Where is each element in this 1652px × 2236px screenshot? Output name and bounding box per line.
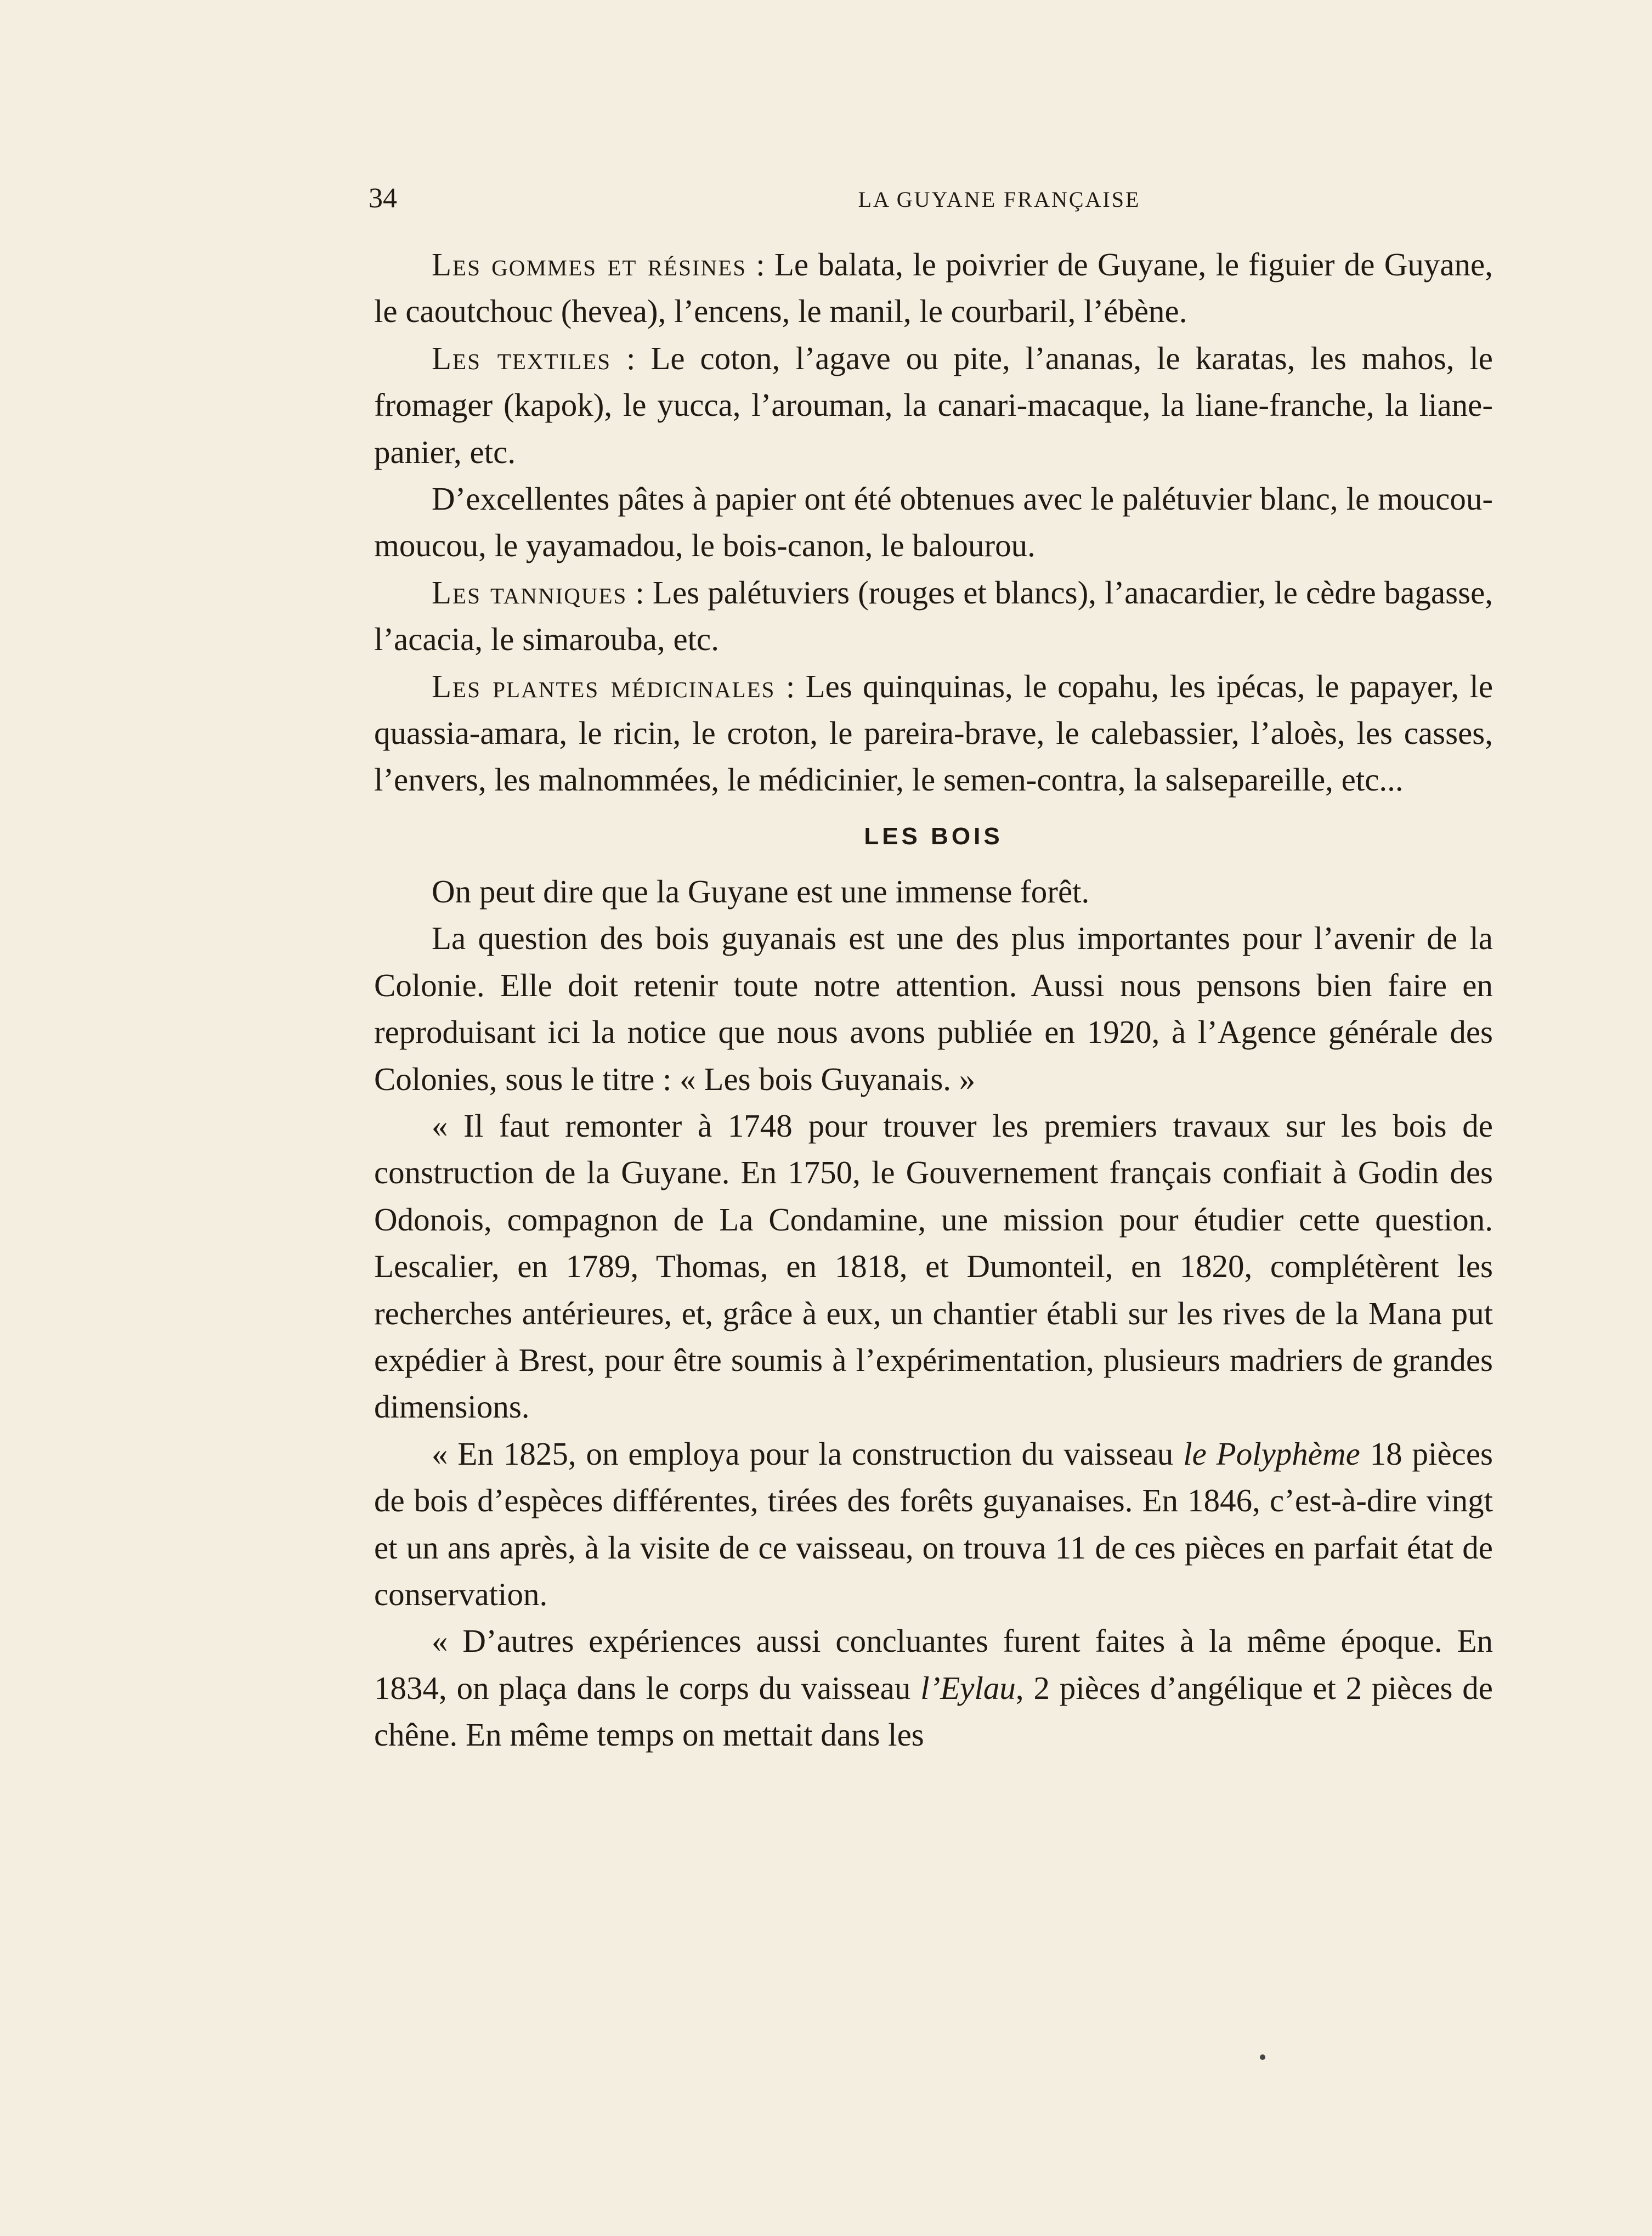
paragraph-text: « En 1825, on employa pour la construction du vaisseau	[432, 1435, 1184, 1472]
paragraph-foret: On peut dire que la Guyane est une immense forêt.	[432, 873, 1090, 910]
page-header	[369, 182, 1493, 215]
paragraph-lead: Les tanniques	[432, 574, 627, 611]
paragraph-tanniques	[374, 569, 1493, 663]
paragraph-text: , 2 pièces d’angélique et 2 pièces de chêne. En même temps on mettait dans les	[374, 1669, 1493, 1753]
paragraph-papier: D’excellentes pâtes à papier ont été obtenues avec le palétuvier blanc, le moucou-moucou, le yayamadou, le bois-canon, le balourou.	[374, 481, 1493, 564]
paragraph-1834	[374, 1618, 1493, 1758]
paragraph-text: : Les quinquinas, le copahu, les ipécas, le papayer, le quassia-amara, le ricin, le croton, le pareira-brave, le calebassier, l’aloès, les casses, l’envers, les malnommées, le médicinier, le semen-contra, la salsepareille, etc...	[374, 668, 1493, 798]
page-number: 34	[369, 183, 397, 214]
paragraph-text: 18 pièces de bois d’espèces différentes, tirées des forêts guyanaises. En 1846, c’est-à-dire vingt et un ans après, à la visite de ce vaisseau, on trouva 11 de ces pièces en parfait état de conservation.	[374, 1435, 1493, 1612]
running-title: LA GUYANE FRANÇAISE	[858, 187, 1141, 212]
paragraph-lead: Les textiles	[432, 340, 612, 376]
paragraph-text: « D’autres expériences aussi concluantes furent faites à la même époque. En 1834, on plaça dans le corps du vaisseau	[374, 1623, 1493, 1706]
paragraph-lead: Les gommes et résines	[432, 246, 746, 283]
section-heading: LES BOIS	[864, 822, 1003, 850]
paragraph-text: : Le coton, l’agave ou pite, l’ananas, le karatas, les mahos, le fromager (kapok), le yucca, l’arouman, la canari-macaque, la liane-franche, la liane-panier, etc.	[374, 340, 1493, 470]
ship-name: le Polyphème	[1183, 1435, 1360, 1472]
paragraph-1748: « Il faut remonter à 1748 pour trouver les premiers travaux sur les bois de construction de la Guyane. En 1750, le Gouvernement français confiait à Godin des Odonois, compagnon de La Condamine, une mission pour étudier cette question. Lescalier, en 1789, Thomas, en 1818, et Dumonteil, en 1820, complétèrent les recherches antérieures, et, grâce à eux, un chantier établi sur les rives de la Mana put expédier à Brest, pour être soumis à l’expérimentation, plusieurs madriers de grandes dimensions.	[374, 1107, 1493, 1425]
paragraph-text: : Les palétuviers (rouges et blancs), l’anacardier, le cèdre bagasse, l’acacia, le simarouba, etc.	[374, 574, 1493, 658]
paragraph-1825	[374, 1431, 1493, 1618]
paragraph-medicinales	[374, 663, 1493, 804]
ship-name: l’Eylau	[920, 1669, 1016, 1706]
paragraph-text: : Le balata, le poivrier de Guyane, le figuier de Guyane, le caoutchouc (hevea), l’encens, le manil, le courbaril, l’ébène.	[374, 246, 1493, 330]
paragraph-textiles	[374, 335, 1493, 476]
body-text	[374, 241, 1493, 1759]
paragraph-question: La question des bois guyanais est une des plus importantes pour l’avenir de la Colonie. Elle doit retenir toute notre attention. Aussi nous pensons bien faire en reproduisant ici la notice que nous avons publiée en 1920, à l’Agence générale des Colonies, sous le titre : « Les bois Guyanais. »	[374, 920, 1493, 1097]
paragraph-gommes	[374, 241, 1493, 335]
paragraph-lead: Les plantes médicinales	[432, 668, 776, 704]
ink-speck	[1260, 2054, 1265, 2060]
